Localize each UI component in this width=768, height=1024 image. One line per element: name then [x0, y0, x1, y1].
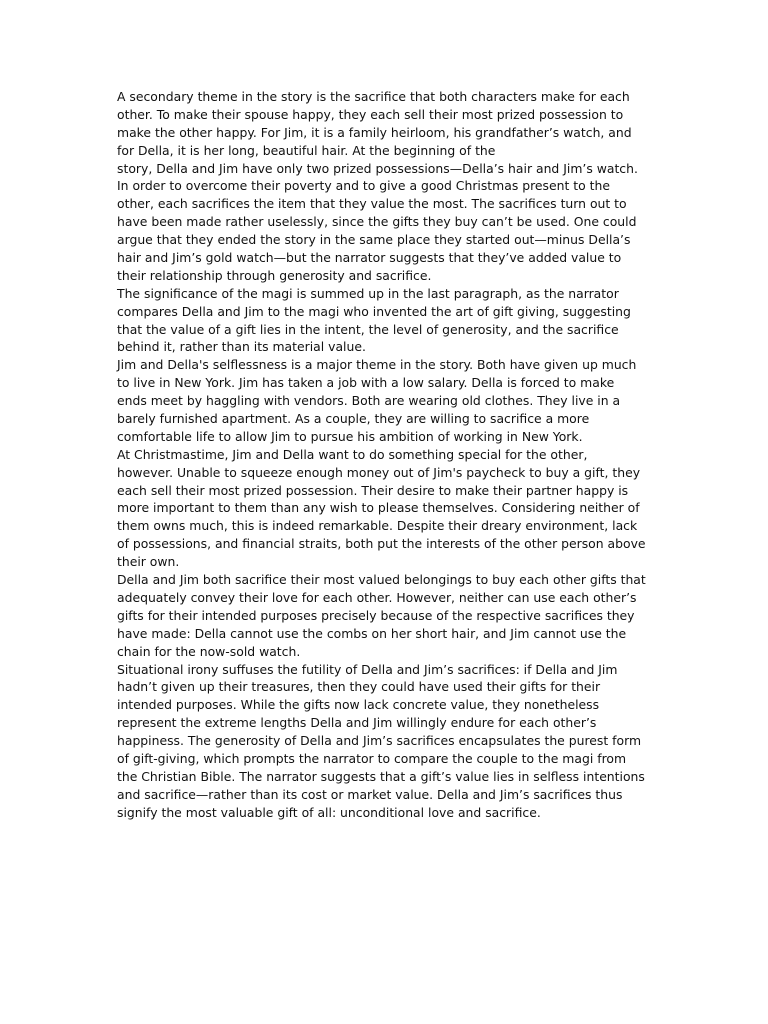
- text-line: hadn’t given up their treasures, then they could have used their gifts for their: [117, 679, 601, 695]
- text-line: each sell their most prized possession. Their desire to make their partner happy is: [117, 482, 629, 498]
- text-line: to live in New York. Jim has taken a job with a low salary. Della is forced to make: [117, 375, 615, 391]
- text-line: A secondary theme in the story is the sacrifice that both characters make for each: [117, 89, 630, 104]
- text-line: Jim and Della's selflessness is a major theme in the story. Both have given up much: [117, 357, 637, 373]
- text-line: behind it, rather than its material value.: [117, 339, 366, 355]
- text-line: chain for the now-sold watch.: [117, 643, 301, 659]
- text-line: Della and Jim both sacrifice their most valued belongings to buy each other gifts that: [117, 572, 646, 588]
- text-line: of gift-giving, which prompts the narrator to compare the couple to the magi from: [117, 750, 627, 766]
- text-line: their own.: [117, 554, 180, 570]
- text-line: comfortable life to allow Jim to pursue his ambition of working in New York.: [117, 428, 583, 444]
- text-line: other. To make their spouse happy, they each sell their most prized possession to: [117, 106, 624, 122]
- text-line: hair and Jim’s gold watch—but the narrator suggests that they’ve added value to: [117, 250, 622, 266]
- text-line: happiness. The generosity of Della and Jim’s sacrifices encapsulates the purest form: [117, 733, 642, 749]
- text-line: ends meet by haggling with vendors. Both are wearing old clothes. They live in a: [117, 393, 621, 409]
- text-line: argue that they ended the story in the same place they started out—minus Della’s: [117, 232, 631, 248]
- text-line: that the value of a gift lies in the intent, the level of generosity, and the sacrifice: [117, 321, 619, 337]
- text-line: them owns much, this is indeed remarkable. Despite their dreary environment, lack: [117, 518, 638, 534]
- text-line: signify the most valuable gift of all: unconditional love and sacrifice.: [117, 804, 541, 820]
- text-line: for Della, it is her long, beautiful hair. At the beginning of the: [117, 142, 496, 158]
- text-line: Situational irony suffuses the futility of Della and Jim’s sacrifices: if Della and Jim: [117, 661, 618, 677]
- text-line: In order to overcome their poverty and to give a good Christmas present to the: [117, 178, 610, 194]
- text-line: have made: Della cannot use the combs on her short hair, and Jim cannot use the: [117, 625, 627, 641]
- text-line: At Christmastime, Jim and Della want to do something special for the other,: [117, 446, 588, 462]
- text-line: have been made rather uselessly, since the gifts they buy can’t be used. One could: [117, 214, 637, 230]
- text-line: intended purposes. While the gifts now lack concrete value, they nonetheless: [117, 697, 600, 713]
- text-line: of possessions, and financial straits, both put the interests of the other person above: [117, 536, 646, 552]
- body-text: [117, 88, 662, 822]
- text-line: compares Della and Jim to the magi who invented the art of gift giving, suggesting: [117, 303, 631, 319]
- text-line: adequately convey their love for each other. However, neither can use each other’s: [117, 589, 637, 605]
- text-line: story, Della and Jim have only two prized possessions—Della’s hair and Jim’s watch.: [117, 160, 638, 176]
- text-line: barely furnished apartment. As a couple, they are willing to sacrifice a more: [117, 411, 590, 427]
- text-line: gifts for their intended purposes precisely because of the respective sacrifices they: [117, 607, 635, 623]
- text-line: their relationship through generosity and sacrifice.: [117, 267, 432, 283]
- text-line: and sacrifice—rather than its cost or market value. Della and Jim’s sacrifices thus: [117, 786, 623, 802]
- text-line: other, each sacrifices the item that they value the most. The sacrifices turn out to: [117, 196, 627, 212]
- text-line: more important to them than any wish to please themselves. Considering neither of: [117, 500, 640, 516]
- text-line: make the other happy. For Jim, it is a family heirloom, his grandfather’s watch, and: [117, 124, 632, 140]
- text-line: the Christian Bible. The narrator suggests that a gift’s value lies in selfless intentions: [117, 768, 645, 784]
- text-line: however. Unable to squeeze enough money out of Jim's paycheck to buy a gift, they: [117, 464, 641, 480]
- text-line: represent the extreme lengths Della and Jim willingly endure for each other’s: [117, 715, 597, 731]
- text-line: The significance of the magi is summed up in the last paragraph, as the narrator: [117, 285, 619, 301]
